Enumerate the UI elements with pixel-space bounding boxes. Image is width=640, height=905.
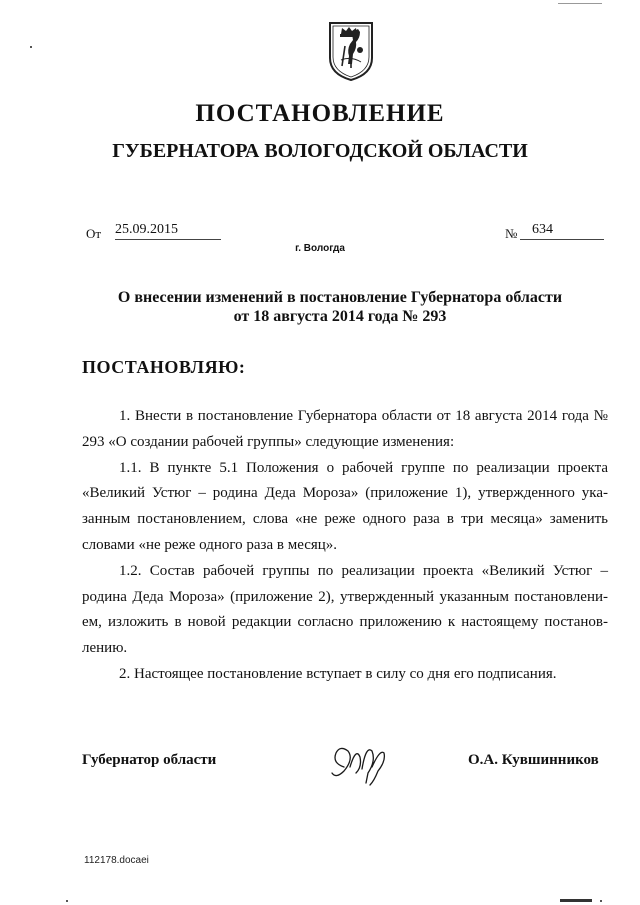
- resolve-heading: ПОСТАНОВЛЯЮ:: [82, 357, 246, 377]
- subject-line-1: О внесении изменений в постановление Губернатора области: [117, 289, 563, 306]
- document-file-id: 112178.docaei: [84, 855, 149, 866]
- date-prefix: От: [86, 226, 102, 241]
- paragraph-1-1: 1.1. В пункте 5.1 Положения о рабочей группе по реализации проекта «Великий Устюг – родина Деда Мороза» (приложение 1), утвержденного ука-занным постановлением, слова «не реже одного раза в три месяца» заменить словами «не реже одного раза в месяц».: [82, 459, 608, 553]
- document-issuer: ГУБЕРНАТОРА ВОЛОГОДСКОЙ ОБЛАСТИ: [112, 140, 528, 162]
- signatory-name: О.А. Кувшинников: [468, 752, 599, 768]
- handwritten-signature-icon: [326, 737, 390, 787]
- signatory-role: Губернатор области: [82, 752, 217, 768]
- paragraph-1: 1. Внести в постановление Губернатора области от 18 августа 2014 года № 293 «О создании рабочей группы» следующие изменения:: [82, 408, 608, 450]
- document-body: [82, 404, 608, 688]
- paragraph-2: 2. Настоящее постановление вступает в силу со дня его подписания.: [119, 665, 557, 682]
- scan-speck: [30, 46, 32, 48]
- vologda-coat-of-arms-icon: [327, 20, 375, 82]
- document-number: 634: [520, 222, 604, 240]
- subject-line-2: от 18 августа 2014 года № 293: [233, 308, 447, 325]
- document-title: ПОСТАНОВЛЕНИЕ: [195, 100, 445, 127]
- paragraph-1-2: 1.2. Состав рабочей группы по реализации проекта «Великий Устюг – родина Деда Мороза» (приложение 2), утвержденный указанным постановлени-ем, изложить в новой редакции согласно приложению к настоящему постанов-лению.: [82, 562, 608, 657]
- number-prefix: №: [505, 226, 518, 241]
- document-date: 25.09.2015: [115, 222, 221, 240]
- scan-speck-bottom: [600, 900, 602, 902]
- document-city: г. Вологда: [295, 243, 345, 254]
- scan-mark-bottom: [560, 899, 592, 902]
- scan-mark-top: [558, 3, 602, 4]
- document-subject: [80, 288, 600, 326]
- scan-speck-bottom-left: [66, 900, 68, 902]
